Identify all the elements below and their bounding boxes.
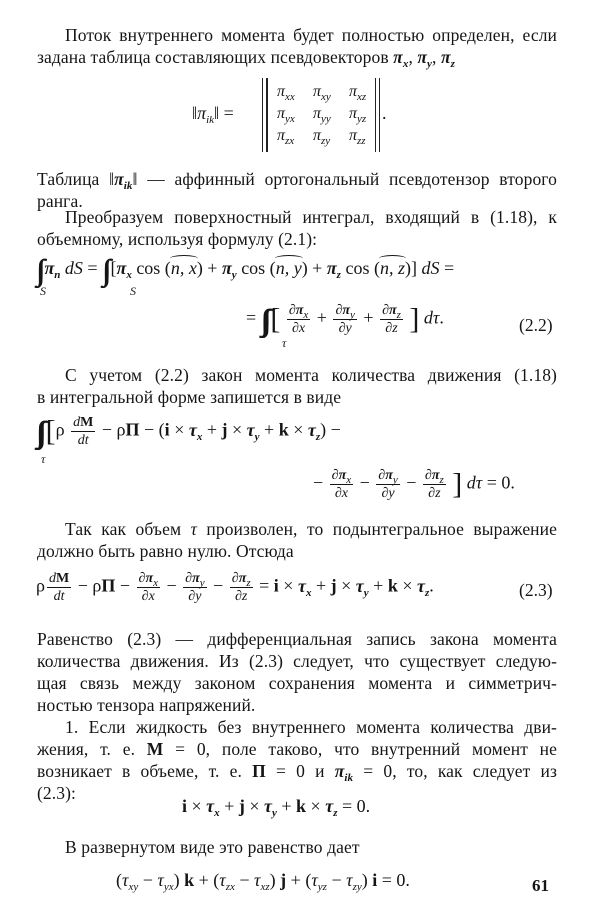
- text-line: Таблица $‖\pi_{ik}‖$ — аффинный ортогональный псевдотензор второго: [37, 169, 557, 192]
- text-line: ностью тензора напряжений.: [37, 695, 256, 715]
- text-line: щая связь между законом сохранения момента и симметрич-: [37, 673, 557, 693]
- integral-limit: τ: [41, 452, 46, 466]
- text-line: задана таблица составляющих псевдовекторов $\pi_x$, $\pi_y$, $\pi_z$: [37, 47, 456, 70]
- equation-tag: (2.2): [519, 315, 553, 335]
- text-line: должно быть равно нулю. Отсюда: [37, 541, 294, 561]
- text-line: в интегральной форме запишется в виде: [37, 387, 342, 407]
- text-line: ранга.: [37, 191, 83, 211]
- text-line: Равенство (2.3) — дифференциальная запись закона момента: [37, 629, 557, 649]
- matrix-pi-ik: [262, 78, 380, 152]
- matrix-cell: $\pi_{zy}$: [313, 127, 331, 147]
- matrix-cell: $\pi_{zz}$: [349, 127, 366, 147]
- page-number: 61: [532, 876, 549, 895]
- integral-limit: S: [130, 284, 136, 298]
- integral-limit: τ: [282, 336, 287, 350]
- text-line: Так как объем τ произволен, то подынтегральное выражение: [65, 519, 557, 539]
- text-line: количества движения. Из (2.3) следует, что существует следую-: [37, 651, 557, 671]
- matrix-cell: $\pi_{xx}$: [277, 83, 295, 103]
- text-line: 1. Если жидкость без внутреннего момента количества дви-: [65, 717, 557, 737]
- matrix-period: .: [382, 103, 387, 123]
- integral-law-line-2: − $\frac{\partial\pi_x}{\partial x}$ − $\frac{\partial\pi_y}{\partial y}$ − $\frac{\partial\pi_z}{\partial z}$ ] dτ = 0.: [313, 467, 515, 501]
- text-line: жения, т. е. M = 0, поле таково, что внутренний момент не: [37, 739, 557, 759]
- text-line: С учетом (2.2) закон момента количества движения (1.18): [65, 365, 557, 385]
- equation-tag: (2.3): [519, 580, 553, 600]
- matrix-cell: $\pi_{yy}$: [313, 105, 331, 125]
- matrix-cell: $\pi_{yx}$: [277, 105, 295, 125]
- equation-2-2-line-2: = ∫∫∫ [ $\frac{\partial\pi_x}{\partial x}$ + $\frac{\partial\pi_y}{\partial y}$ + $\frac{\partial\pi_z}{\partial z}$ ] dτ.: [246, 302, 444, 337]
- text-line: Преобразуем поверхностный интеграл, входящий в (1.18), к: [65, 207, 557, 227]
- integral-law-line-1: ∫∫∫ [ρ $\frac{dM}{dt}$ − $\rho\Pi - (i \times \tau_x + j \times \tau_y + k \times \tau_z)$ −: [36, 414, 341, 449]
- matrix-cell: $\pi_{xy}$: [313, 83, 331, 103]
- matrix-cell: $\pi_{xz}$: [349, 83, 367, 103]
- matrix-cell: $\pi_{zx}$: [277, 127, 295, 147]
- text-line: объемному, используя формулу (2.1):: [37, 229, 318, 249]
- text-line: (2.3):: [37, 783, 76, 803]
- matrix-lhs: $‖\pi_{ik}‖$ =: [192, 103, 234, 126]
- text-line: В развернутом виде это равенство дает: [65, 837, 360, 857]
- equation-expanded: $(\tau_{xy} - \tau_{yx}) k + (\tau_{zx} - \tau_{xz}) j + (\tau_{yz} - \tau_{zy}) i = 0$.: [116, 870, 410, 893]
- equation-2-3: ρ $\frac{dM}{dt}$ − ρΠ − $\frac{\partial\pi_x}{\partial x}$ − $\frac{\partial\pi_y}{\partial y}$ − $\frac{\partial\pi_z}{\partial z}$ = $i \times \tau_x + j \times \tau_y + k \times \tau_z$.: [36, 571, 434, 604]
- equation-cross-sum: $i \times \tau_x + j \times \tau_y + k \times \tau_z = 0$.: [182, 796, 371, 819]
- matrix-cell: $\pi_{yz}$: [349, 105, 367, 125]
- text-line: возникает в объеме, т. е. Π = 0 и $\pi_{ik} = 0$, то, как следует из: [37, 761, 557, 784]
- equation-2-2-line-1: ∫∫ $\pi_n$ dS = ∫∫ [$\pi_x$ cos (n, $x) + \pi_y$ cos (n, $y) + \pi_z$ cos (n, z)] dS =: [36, 254, 455, 287]
- integral-limit: S: [40, 284, 46, 298]
- text-line: Поток внутреннего момента будет полностью определен, если: [65, 25, 557, 45]
